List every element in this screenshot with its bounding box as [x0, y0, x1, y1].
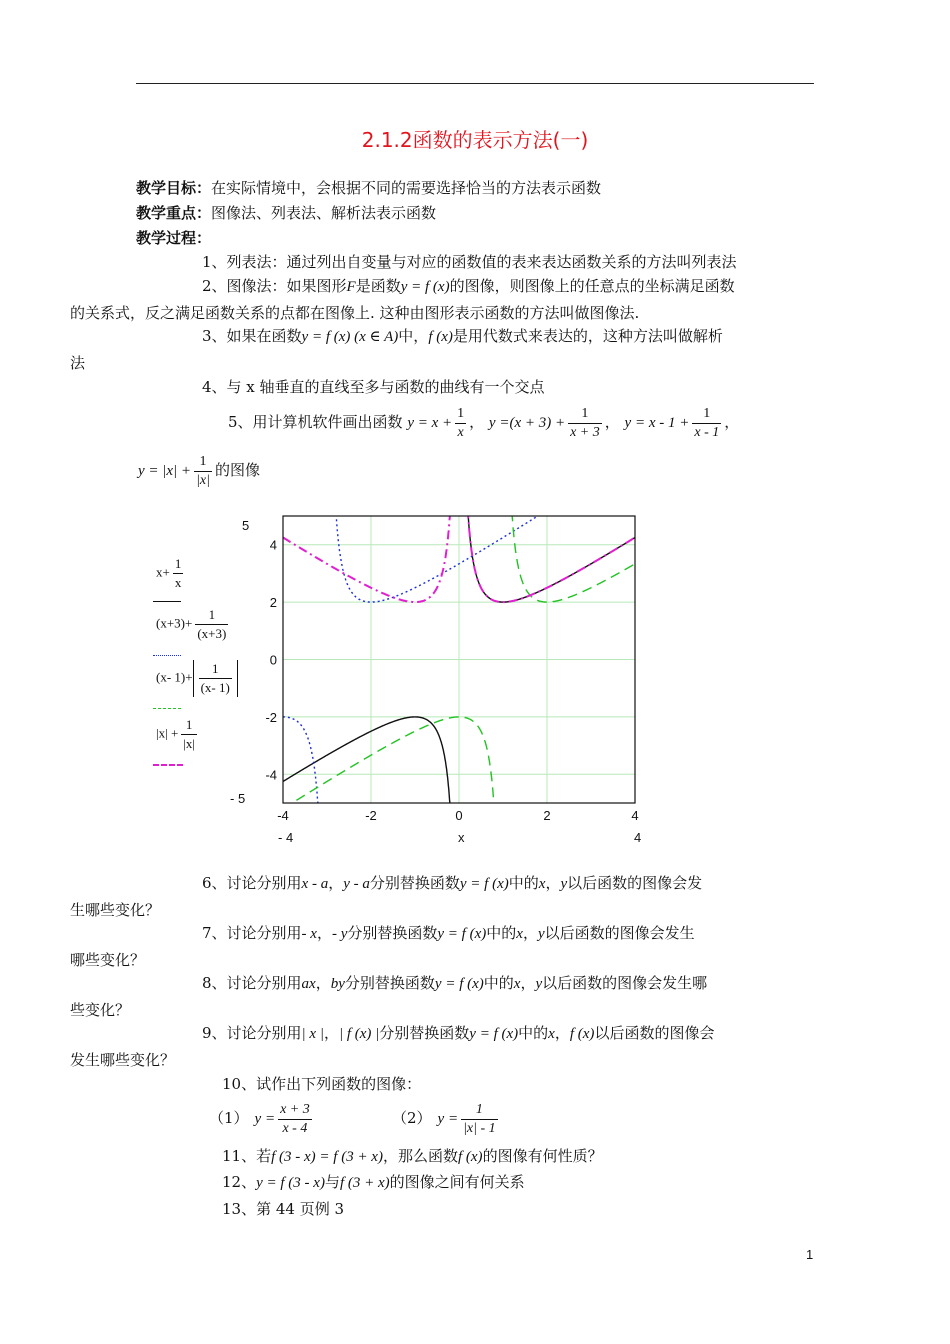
legend-swatch-1 [153, 601, 181, 602]
item-10: 10、试作出下列函数的图像： [222, 1075, 422, 1093]
frac-4: $\frac{1}{|x|}$ [196, 453, 210, 488]
x-tick-label: 4 [631, 808, 639, 823]
x-right-label: 4 [634, 830, 642, 845]
y-tick-label: -2 [265, 709, 277, 725]
item-10-2: （2） y = $\frac{1}{|x| - 1}$ [392, 1101, 496, 1136]
legend-swatch-4 [153, 764, 183, 766]
x-tick-label: 2 [543, 808, 551, 823]
item-13: 13、第 44 页例 3 [222, 1200, 345, 1218]
frac-3: $\frac{1}{x - 1}$ [694, 405, 720, 440]
x-tick-label: -2 [365, 808, 377, 823]
y-tick-label: 4 [269, 537, 277, 553]
x-tick-label: -4 [277, 808, 289, 823]
item-7: 7、讨论分别用- x，- y分别替换函数y = f (x)中的x，y以后函数的图像会发生 哪些变化？ [70, 924, 695, 969]
item-5-cont: y = |x| + $\frac{1}{|x|}$ 的图像 [138, 453, 260, 488]
x-left-label: - 4 [278, 830, 294, 845]
y-tick-label: 2 [269, 595, 277, 611]
legend-item-3: (x- 1)+ $\frac{1}{(x- 1)}$ [156, 660, 238, 697]
item-12: 12、y = f (3 - x)与f (3 + x)的图像之间有何关系 [222, 1173, 525, 1191]
item-2: 2、图像法：如果图形F是函数y = f (x)的图像，则图像上的任意点的坐标满足函数 的关系式，反之满足函数关系的点都在图像上. 这种由图形表示函数的方法叫做图像法. [70, 277, 735, 322]
process-label: 教学过程： [136, 229, 212, 247]
legend-swatch-3 [153, 708, 181, 709]
frac-2: $\frac{1}{x + 3}$ [570, 405, 600, 440]
item-8: 8、讨论分别用ax，by分别替换函数y = f (x)中的x，y以后函数的图像会发生哪 些变化？ [70, 974, 708, 1019]
x-tick-label: 0 [455, 808, 463, 823]
legend-item-1: x+ $\frac{1}{x}$ [156, 556, 182, 590]
goal-text: 在实际情境中，会根据不同的需要选择恰当的方法表示函数 [211, 179, 602, 197]
y-bottom-label: - 5 [230, 791, 246, 806]
legend-item-2: (x+3)+ $\frac{1}{(x+3)}$ [156, 607, 227, 641]
y-top-label: 5 [242, 518, 250, 533]
item-9: 9、讨论分别用| x |，| f (x) |分别替换函数y = f (x)中的x，f (x)以后函数的图像会 发生哪些变化？ [70, 1024, 715, 1069]
y-tick-label: 0 [269, 652, 277, 668]
item-10-1: （1） y = $\frac{x + 3}{x - 4}$ [209, 1101, 310, 1136]
focus-text: 图像法、列表法、解析法表示函数 [211, 204, 437, 222]
focus-label: 教学重点： [136, 204, 212, 222]
item-5: 5、用计算机软件画出函数 y = x + $\frac{1}{x}$ ， y =(x + 3) + $\frac{1}{x + 3}$ ， y = x - 1 + $\frac{1}{x - 1}$ ， [228, 405, 740, 440]
item-6: 6、讨论分别用x - a，y - a分别替换函数y = f (x)中的x，y以后函数的图像会发 生哪些变化？ [70, 874, 703, 919]
goal-label: 教学目标： [136, 179, 212, 197]
item-4: 4、与 x 轴垂直的直线至多与函数的曲线有一个交点 [202, 378, 545, 396]
item-1: 1、列表法：通过列出自变量与对应的函数值的表来表达函数关系的方法叫列表法 [202, 253, 737, 271]
x-axis-label: x [458, 830, 465, 845]
legend-swatch-2 [153, 655, 181, 656]
y-tick-label: -4 [265, 767, 277, 783]
legend-item-4: |x| + $\frac{1}{|x|}$ [156, 717, 196, 751]
page-title: 2.1.2函数的表示方法(一) [361, 128, 589, 152]
frac-1: $\frac{1}{x}$ [457, 405, 465, 440]
item-11: 11、若f (3 - x) = f (3 + x)，那么函数f (x)的图像有何性质？ [222, 1147, 603, 1165]
page-number: 1 [806, 1247, 814, 1262]
item-3: 3、如果在函数y = f (x) (x ∈ A)中，f (x)是用代数式来表达的，这种方法叫做解析 法 [70, 327, 723, 372]
